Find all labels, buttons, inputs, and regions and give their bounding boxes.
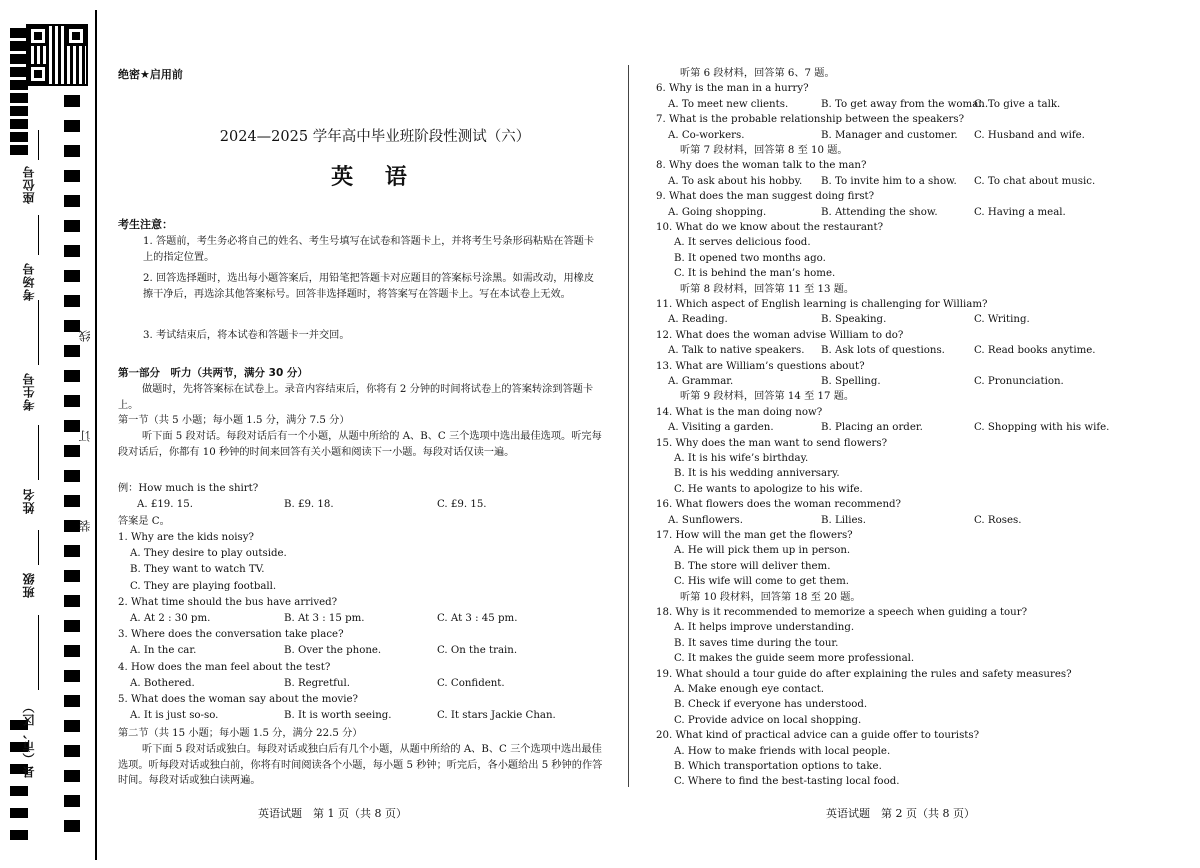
binding-stripe [64, 245, 80, 257]
binding-mark-bind: 装 [78, 520, 92, 532]
county-label: 县（市、区） [22, 700, 36, 778]
binding-stripe [10, 54, 28, 64]
binding-stripe [64, 495, 80, 507]
question-stem: 1. Why are the kids noisy? [118, 532, 254, 543]
question-stem: 16. What flowers does the woman recommend? [656, 499, 901, 511]
question-stem: 11. Which aspect of English learning is challenging for William? [656, 299, 988, 310]
question-option: B. Lilies. [821, 514, 866, 526]
question-option: C. On the train. [437, 645, 518, 657]
question-stem: 4. How does the man feel about the test? [118, 661, 331, 673]
question-option: B. To get away from the woman. [821, 98, 989, 110]
question-stem: 9. What does the man suggest doing first? [656, 191, 875, 203]
question-option: B. Spelling. [821, 376, 881, 387]
part1-heading: 第一部分 听力（共两节，满分 30 分） [118, 367, 308, 379]
section1-heading: 第一节（共 5 小题；每小题 1.5 分，满分 7.5 分） [118, 415, 350, 426]
binding-stripe [64, 270, 80, 282]
binding-stripe [64, 345, 80, 357]
example-answer: 答案是 C。 [118, 516, 170, 527]
question-option: A. Talk to native speakers. [668, 345, 805, 357]
question-option: B. Attending the show. [821, 206, 938, 218]
question-option: A. Make enough eye contact. [674, 684, 825, 695]
question-option: A. To meet new clients. [668, 98, 789, 110]
question-option: C. His wife will come to get them. [674, 576, 849, 588]
question-option: A. To ask about his hobby. [668, 175, 803, 187]
question-option: B. It is worth seeing. [284, 710, 392, 722]
question-stem: 14. What is the man doing now? [656, 406, 823, 418]
notice-item-2: 2. 回答选择题时，选出每小题答案后，用铅笔把答题卡对应题目的答案标号涂黑。如需改动，用橡皮擦干净后，再选涂其他答案标号。回答非选择题时，将答案写在答题卡上。写在本试卷上无效。 [143, 273, 595, 300]
question-option: C. Read books anytime. [974, 345, 1096, 357]
question-option: C. Pronunciation. [974, 376, 1064, 387]
section-instruction: 听第 9 段材料，回答第 14 至 17 题。 [680, 391, 855, 403]
question-option: C. Confident. [437, 677, 505, 689]
question-option: A. They desire to play outside. [130, 548, 287, 560]
page2-footer: 英语试题 第 2 页（共 8 页） [826, 807, 975, 820]
name-label: 姓名 [22, 488, 36, 514]
binding-stripe [64, 295, 80, 307]
question-option: C. At 3 : 45 pm. [437, 613, 518, 624]
question-option: A. It is just so-so. [130, 710, 219, 722]
confidential-mark: 绝密★启用前 [118, 68, 183, 81]
question-option: A. Grammar. [668, 376, 734, 387]
binding-stripe [64, 695, 80, 707]
binding-stripe [10, 808, 28, 818]
question-option: B. The store will deliver them. [674, 560, 831, 572]
question-option: C. Having a meal. [974, 206, 1066, 218]
binding-stripe [64, 95, 80, 107]
binding-mark-line: 线 [78, 330, 92, 342]
question-option: A. It serves delicious food. [674, 237, 811, 249]
question-option: A. At 2 : 30 pm. [130, 613, 211, 624]
part1-intro: 做题时，先将答案标在试卷上。录音内容结束后，你将有 2 分钟的时间将试卷上的答案转涂到答题卡上。 [118, 384, 594, 411]
binding-stripe [10, 67, 28, 77]
binding-stripe [64, 820, 80, 832]
question-option: C. To chat about music. [974, 175, 1096, 187]
binding-stripe [64, 120, 80, 132]
question-option: C. They are playing football. [130, 580, 277, 592]
question-stem: 5. What does the woman say about the movie? [118, 694, 358, 705]
question-stem: 6. Why is the man in a hurry? [656, 83, 809, 95]
question-option: B. Check if everyone has understood. [674, 699, 868, 711]
question-option: C. He wants to apologize to his wife. [674, 483, 863, 495]
question-stem: 10. What do we know about the restaurant? [656, 222, 884, 233]
section2-intro: 听下面 5 段对话或独白。每段对话或独白后有几个小题，从题中所给的 A、B、C 三个选项中选出最佳选项。听每段对话或独白前，你将有时间阅读各个小题，每小题 5 秒钟；听完后，各小题给出 5 秒钟的作答时间。每段对话或独白读两遍。 [118, 744, 603, 787]
binding-stripe [10, 119, 28, 129]
binding-stripe [64, 770, 80, 782]
binding-stripe [64, 195, 80, 207]
question-option: C. Shopping with his wife. [974, 422, 1110, 434]
binding-stripe [64, 220, 80, 232]
class-label: 班级 [22, 572, 36, 598]
qr-code [28, 26, 86, 84]
question-stem: 8. Why does the woman talk to the man? [656, 160, 867, 172]
binding-stripe [64, 645, 80, 657]
notice-item-3: 3. 考试结束后，将本试卷和答题卡一并交回。 [143, 330, 350, 341]
binding-stripe [64, 545, 80, 557]
question-option: C. To give a talk. [974, 98, 1061, 110]
binding-stripe [64, 595, 80, 607]
question-stem: 7. What is the probable relationship between the speakers? [656, 114, 965, 126]
question-option: A. Sunflowers. [668, 514, 743, 526]
question-option: B. To invite him to a show. [821, 175, 957, 187]
binding-mark-staple: 订 [78, 430, 92, 442]
question-option: C. Writing. [974, 314, 1030, 326]
question-option: B. Speaking. [821, 314, 887, 326]
binding-stripe [10, 41, 28, 51]
question-option: A. He will pick them up in person. [674, 545, 851, 557]
question-stem: 12. What does the woman advise William to do? [656, 329, 904, 341]
question-option: B. Regretful. [284, 677, 351, 689]
question-option: A. It is his wife’s birthday. [674, 453, 809, 464]
notice-heading: 考生注意： [118, 218, 173, 231]
section-instruction: 听第 6 段材料，回答第 6、7 题。 [680, 68, 835, 79]
binding-stripe [10, 145, 28, 155]
question-stem: 17. How will the man get the flowers? [656, 530, 853, 541]
question-option: A. Co-workers. [668, 129, 745, 141]
example-option-a: A. £19. 15. [137, 499, 193, 510]
question-option: A. In the car. [130, 645, 197, 657]
binding-stripe [10, 93, 28, 103]
binding-stripe [64, 470, 80, 482]
page1-footer: 英语试题 第 1 页（共 8 页） [258, 807, 407, 820]
question-option: B. Manager and customer. [821, 129, 958, 141]
question-stem: 13. What are William’s questions about? [656, 360, 865, 372]
question-option: B. It saves time during the tour. [674, 637, 839, 649]
question-option: B. At 3 : 15 pm. [284, 613, 365, 624]
binding-stripe [64, 170, 80, 182]
question-option: B. Placing an order. [821, 422, 923, 434]
binding-stripe [64, 445, 80, 457]
question-option: B. Over the phone. [284, 645, 382, 657]
question-option: C. It makes the guide seem more professional. [674, 653, 915, 665]
question-stem: 20. What kind of practical advice can a guide offer to tourists? [656, 730, 980, 742]
example-option-c: C. £9. 15. [437, 499, 487, 510]
question-option: C. Provide advice on local shopping. [674, 714, 862, 726]
question-stem: 3. Where does the conversation take place? [118, 629, 344, 641]
question-option: B. It opened two months ago. [674, 252, 826, 264]
question-option: A. Going shopping. [668, 206, 767, 218]
notice-item-1: 1. 答题前，考生务必将自己的姓名、考生号填写在试卷和答题卡上，并将考生号条形码粘贴在答题卡上的指定位置。 [143, 236, 595, 263]
question-stem: 18. Why is it recommended to memorize a speech when guiding a tour? [656, 607, 1028, 618]
binding-stripe [10, 830, 28, 840]
question-option: C. Roses. [974, 514, 1022, 526]
question-option: B. Which transportation options to take. [674, 761, 882, 772]
binding-stripe [10, 786, 28, 796]
question-option: A. It helps improve understanding. [674, 622, 855, 634]
question-option: B. It is his wedding anniversary. [674, 468, 840, 480]
question-option: B. They want to watch TV. [130, 564, 265, 576]
question-option: A. Visiting a garden. [668, 422, 774, 434]
question-option: C. It is behind the man’s home. [674, 268, 836, 280]
question-option: C. Husband and wife. [974, 129, 1085, 141]
binding-stripe [64, 670, 80, 682]
seat-number-label: 座位号 [22, 165, 36, 204]
exam-room-label: 考场号 [22, 262, 36, 301]
binding-stripe [10, 132, 28, 142]
binding-stripe [10, 106, 28, 116]
question-option: C. It stars Jackie Chan. [437, 710, 556, 722]
binding-stripe [64, 145, 80, 157]
binding-stripe [64, 620, 80, 632]
binding-stripe [10, 80, 28, 90]
binding-stripe [64, 395, 80, 407]
question-option: A. Reading. [668, 314, 728, 326]
student-number-label: 考生号 [22, 372, 36, 411]
exam-title: 2024—2025 学年高中毕业班阶段性测试（六） [219, 129, 531, 145]
question-stem: 19. What should a tour guide do after explaining the rules and safety measures? [656, 668, 1072, 680]
example-question: 例：How much is the shirt? [118, 483, 259, 494]
example-option-b: B. £9. 18. [284, 499, 334, 510]
binding-stripe [64, 570, 80, 582]
binding-stripe [64, 720, 80, 732]
binding-stripe [64, 745, 80, 757]
section2-heading: 第二节（共 15 小题；每小题 1.5 分，满分 22.5 分） [118, 728, 363, 739]
subject-title: 英 语 [331, 165, 419, 190]
question-stem: 15. Why does the man want to send flowers? [656, 437, 888, 449]
question-option: A. Bothered. [130, 677, 195, 689]
section-instruction: 听第 8 段材料，回答第 11 至 13 题。 [680, 283, 855, 295]
section-instruction: 听第 10 段材料，回答第 18 至 20 题。 [680, 591, 861, 603]
binding-stripe [64, 795, 80, 807]
question-option: A. How to make friends with local people. [674, 745, 891, 757]
column-divider [628, 65, 629, 787]
question-stem: 2. What time should the bus have arrived? [118, 596, 338, 608]
question-option: C. Where to find the best-tasting local food. [674, 776, 900, 788]
question-option: B. Ask lots of questions. [821, 345, 945, 357]
section-instruction: 听第 7 段材料，回答第 8 至 10 题。 [680, 145, 848, 156]
binding-stripe [10, 28, 28, 38]
section1-intro: 听下面 5 段对话。每段对话后有一个小题，从题中所给的 A、B、C 三个选项中选出最佳选项。听完每段对话后，你都有 10 秒钟的时间来回答有关小题和阅读下一小题。每段对话仅读一遍。 [118, 431, 602, 458]
binding-stripe [64, 370, 80, 382]
